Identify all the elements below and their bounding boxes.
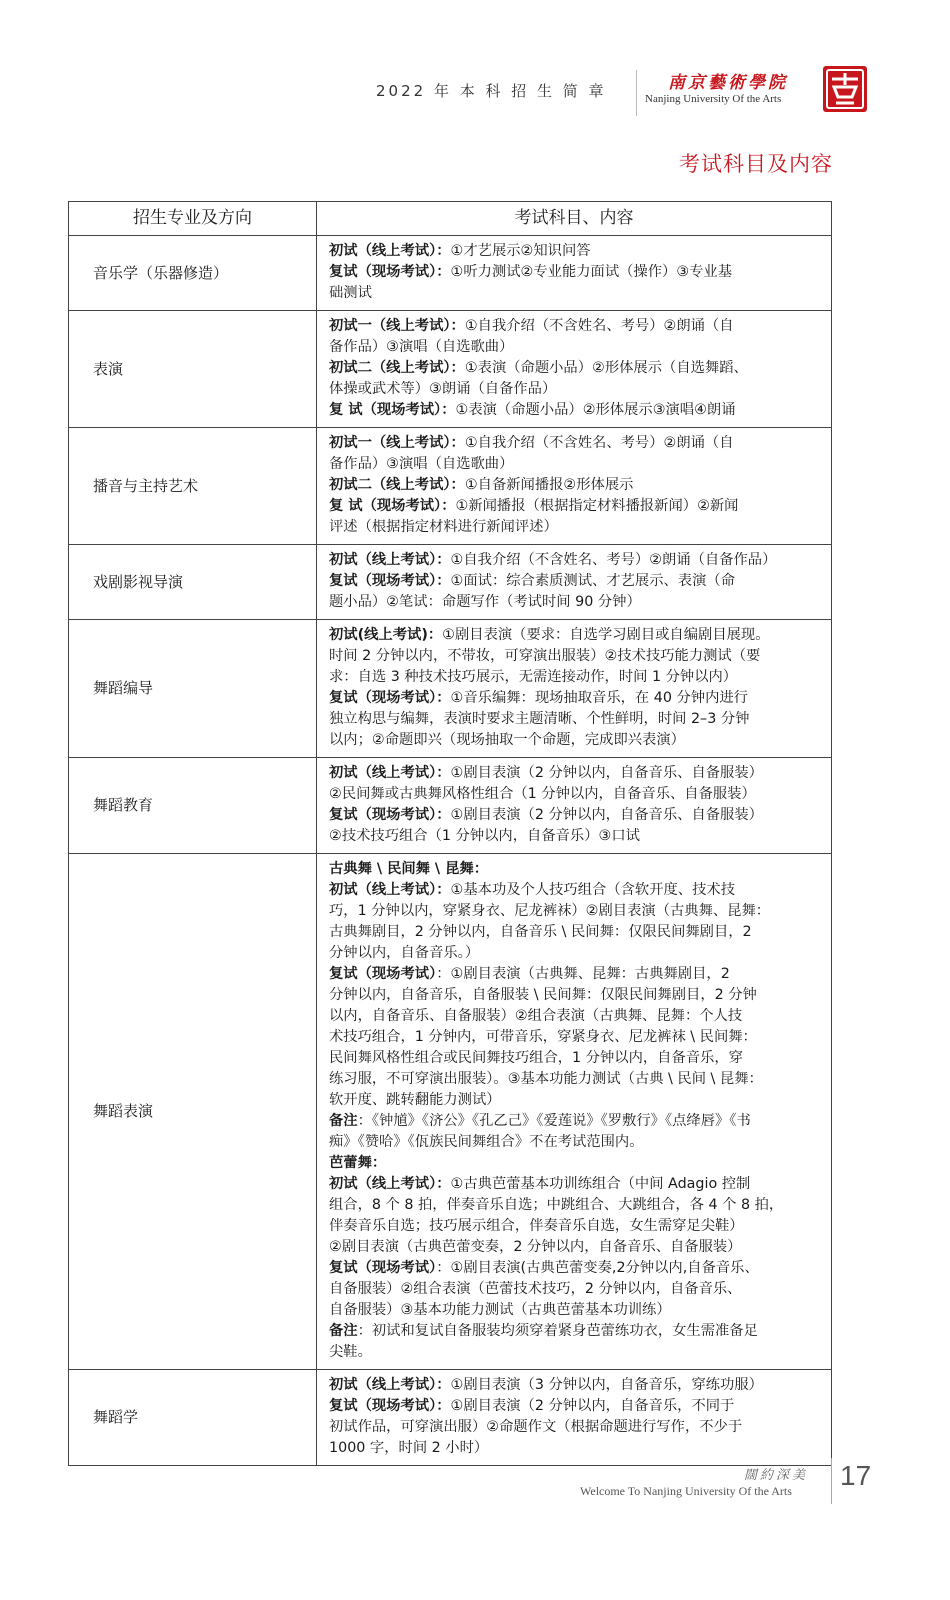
exam-content-line: [329, 592, 823, 613]
exam-content: [317, 758, 832, 854]
major-name: 舞蹈教育: [69, 758, 317, 854]
exam-stage-label: 芭蕾舞：: [329, 1155, 387, 1171]
major-name: 舞蹈表演: [69, 854, 317, 1370]
exam-stage-label: 初试(线上考试)：: [329, 627, 443, 643]
footer-slogan: 闊約深美: [744, 1468, 809, 1483]
exam-stage-text: 评述（根据指定材料进行新闻评述）: [329, 519, 558, 535]
exam-stage-text: ①剧目表演（2 分钟以内，自备音乐，不同于: [450, 1398, 735, 1414]
table-row: [69, 236, 832, 311]
exam-content-line: [329, 1111, 823, 1132]
exam-content: [317, 311, 832, 428]
footer-welcome-text: Welcome To Nanjing University Of the Arts: [580, 1484, 792, 1498]
table-row: [69, 620, 832, 758]
exam-content-line: [329, 880, 823, 901]
exam-content-line: [329, 943, 823, 964]
exam-content-line: [329, 1069, 823, 1090]
table-header-row: [69, 202, 832, 236]
university-name-cn: 南京藝術學院: [668, 73, 788, 93]
exam-stage-label: 初试（线上考试）：: [329, 882, 451, 898]
exam-stage-label: 备注: [329, 1323, 358, 1339]
major-name: 播音与主持艺术: [69, 428, 317, 545]
table-row: [69, 1370, 832, 1466]
exam-stage-label: 复试（现场考试）：: [329, 690, 451, 706]
exam-stage-text: ：①剧目表演(古典芭蕾变奏,2分钟以内,自备音乐、: [436, 1260, 759, 1276]
exam-content-line: [329, 901, 823, 922]
exam-stage-label: 复试（现场考试）：: [329, 573, 451, 589]
exam-stage-text: 1000 字，时间 2 小时）: [329, 1440, 489, 1456]
exam-content-line: [329, 550, 823, 571]
exam-content-line: [329, 262, 823, 283]
exam-stage-text: 以内；②命题即兴（现场抽取一个命题，完成即兴表演）: [329, 732, 685, 748]
exam-content-line: [329, 1300, 823, 1321]
section-title: 考试科目及内容: [679, 152, 833, 176]
exam-content: [317, 1370, 832, 1466]
exam-content-line: [329, 571, 823, 592]
exam-stage-label: 复试（现场考试）：: [329, 807, 451, 823]
exam-stage-label: 复试（现场考试）：: [329, 1398, 451, 1414]
exam-stage-text: 分钟以内，自备音乐，自备服装 \ 民间舞：仅限民间舞剧目，2 分钟: [329, 987, 757, 1003]
header-divider: [636, 70, 637, 116]
column-header-major: 招生专业及方向: [69, 202, 317, 236]
column-header-content: 考试科目、内容: [317, 202, 832, 236]
exam-stage-text: ：《钟馗》《济公》《孔乙己》《爱莲说》《罗敷行》《点绛唇》《书: [357, 1113, 751, 1129]
exam-stage-label: 初试（线上考试）：: [329, 552, 451, 568]
exam-content-line: [329, 517, 823, 538]
table-body: [69, 236, 832, 1466]
exam-content-line: [329, 337, 823, 358]
exam-content: [317, 428, 832, 545]
exam-content-line: [329, 985, 823, 1006]
exam-stage-text: 组合，8 个 8 拍，伴奏音乐自选；中跳组合、大跳组合，各 4 个 8 拍，: [329, 1197, 784, 1213]
table-row: [69, 428, 832, 545]
exam-content-line: [329, 433, 823, 454]
exam-stage-text: ①表演（命题小品）②形体展示③演唱④朗诵: [455, 402, 736, 418]
exam-stage-label: 初试（线上考试）：: [329, 1377, 451, 1393]
exam-stage-text: 体操或武术等）③朗诵（自备作品）: [329, 381, 557, 397]
exam-content-line: [329, 1216, 823, 1237]
major-name: 舞蹈学: [69, 1370, 317, 1466]
exam-content-line: [329, 1195, 823, 1216]
exam-stage-label: 初试（线上考试）：: [329, 1176, 451, 1192]
exam-content-line: [329, 625, 823, 646]
exam-content-line: [329, 1258, 823, 1279]
major-name: 戏剧影视导演: [69, 545, 317, 620]
exam-stage-text: 备作品）③演唱（自选歌曲）: [329, 456, 514, 472]
exam-stage-text: 尖鞋。: [329, 1344, 372, 1360]
exam-content-line: [329, 859, 823, 880]
exam-stage-label: 复试（现场考试）: [329, 1260, 437, 1276]
exam-stage-text: ：初试和复试自备服装均须穿着紧身芭蕾练功衣，女生需准备足: [357, 1323, 758, 1339]
exam-stage-text: ①自我介绍（不含姓名、考号）②朗诵（自备作品）: [450, 552, 777, 568]
exam-stage-text: 民间舞风格性组合或民间舞技巧组合，1 分钟以内，自备音乐，穿: [329, 1050, 743, 1066]
exam-stage-text: 自备服装）③基本功能力测试（古典芭蕾基本功训练）: [329, 1302, 671, 1318]
exam-content-line: [329, 1132, 823, 1153]
exam-stage-text: 自备服装）②组合表演（芭蕾技术技巧，2 分钟以内，自备音乐、: [329, 1281, 742, 1297]
major-name: 舞蹈编导: [69, 620, 317, 758]
exam-stage-label: 备注: [329, 1113, 358, 1129]
exam-stage-text: ①剧目表演（2 分钟以内，自备音乐、自备服装）: [450, 765, 763, 781]
exam-content-line: [329, 730, 823, 751]
table-row: [69, 311, 832, 428]
exam-stage-label: 复试（现场考试）：: [329, 264, 451, 280]
exam-stage-label: 初试二（线上考试）：: [329, 477, 465, 493]
exam-content-line: [329, 283, 823, 304]
exam-content-line: [329, 922, 823, 943]
exam-stage-text: ①自我介绍（不含姓名、考号）②朗诵（自: [464, 318, 734, 334]
exam-stage-text: ①新闻播报（根据指定材料播报新闻）②新闻: [455, 498, 739, 514]
table-row: [69, 545, 832, 620]
exam-content: [317, 854, 832, 1370]
exam-content-line: [329, 1396, 823, 1417]
exam-stage-text: 初试作品，可穿演出服）②命题作文（根据命题进行写作，不少于: [329, 1419, 743, 1435]
exam-stage-text: 求：自选 3 种技术技巧展示，无需连接动作，时间 1 分钟以内）: [329, 669, 738, 685]
exam-stage-text: ①古典芭蕾基本功训练组合（中间 Adagio 控制: [450, 1176, 751, 1192]
exam-content-line: [329, 496, 823, 517]
exam-stage-text: ②技术技巧组合（1 分钟以内，自备音乐）③口试: [329, 828, 640, 844]
exam-content-line: [329, 1153, 823, 1174]
exam-stage-text: 伴奏音乐自选；技巧展示组合，伴奏音乐自选，女生需穿足尖鞋）: [329, 1218, 744, 1234]
exam-stage-text: ①才艺展示②知识问答: [450, 243, 591, 259]
exam-content-line: [329, 1090, 823, 1111]
exam-stage-text: ①自我介绍（不含姓名、考号）②朗诵（自: [464, 435, 734, 451]
exam-stage-text: 练习服，不可穿演出服装）。③基本功能力测试（古典 \ 民间 \ 昆舞：: [329, 1071, 763, 1087]
exam-content-line: [329, 763, 823, 784]
university-name-en: Nanjing University Of the Arts: [645, 93, 782, 105]
exam-stage-text: ①面试：综合素质测试、才艺展示、表演（命: [450, 573, 735, 589]
exam-stage-label: 初试一（线上考试）：: [329, 435, 465, 451]
exam-stage-text: 础测试: [329, 285, 372, 301]
exam-stage-label: 初试一（线上考试）：: [329, 318, 465, 334]
exam-content-line: [329, 379, 823, 400]
exam-stage-text: 痴》《赞哈》《佤族民间舞组合》不在考试范围内。: [329, 1134, 644, 1150]
exam-content-line: [329, 1174, 823, 1195]
exam-stage-text: 备作品）③演唱（自选歌曲）: [329, 339, 514, 355]
exam-stage-text: ①表演（命题小品）②形体展示（自选舞蹈、: [464, 360, 748, 376]
exam-stage-text: 题小品）②笔试：命题写作（考试时间 90 分钟）: [329, 594, 641, 610]
exam-stage-text: ①基本功及个人技巧组合（含软开度、技术技: [450, 882, 735, 898]
exam-content-line: [329, 1279, 823, 1300]
major-name: 表演: [69, 311, 317, 428]
exam-stage-text: ①剧目表演（要求：自选学习剧目或自编剧目展现。: [442, 627, 770, 643]
exam-content-line: [329, 1375, 823, 1396]
exam-content-line: [329, 1237, 823, 1258]
exam-stage-text: ：①剧目表演（古典舞、昆舞：古典舞剧目，2: [436, 966, 730, 982]
exam-content-line: [329, 805, 823, 826]
exam-stage-text: 独立构思与编舞，表演时要求主题清晰、个性鲜明，时间 2–3 分钟: [329, 711, 750, 727]
exam-stage-text: 巧，1 分钟以内，穿紧身衣、尼龙裤袜）②剧目表演（古典舞、昆舞：: [329, 903, 771, 919]
exam-stage-text: ②剧目表演（古典芭蕾变奏，2 分钟以内，自备音乐、自备服装）: [329, 1239, 742, 1255]
document-header-title: 2022 年 本 科 招 生 简 章: [376, 82, 607, 100]
exam-stage-text: 以内，自备音乐、自备服装）②组合表演（古典舞、昆舞：个人技: [329, 1008, 743, 1024]
exam-content-line: [329, 1417, 823, 1438]
page-number: 17: [840, 1460, 872, 1491]
exam-stage-label: 初试二（线上考试）：: [329, 360, 465, 376]
exam-content-line: [329, 1438, 823, 1459]
exam-stage-label: 复 试（现场考试）：: [329, 402, 456, 418]
table-row: [69, 854, 832, 1370]
exam-content-line: [329, 316, 823, 337]
exam-stage-text: 古典舞剧目，2 分钟以内，自备音乐 \ 民间舞：仅限民间舞剧目，2: [329, 924, 752, 940]
exam-stage-label: 初试（线上考试）：: [329, 243, 451, 259]
exam-stage-text: 软开度、跳转翻能力测试）: [329, 1092, 501, 1108]
exam-content-line: [329, 1027, 823, 1048]
exam-stage-text: ①剧目表演（3 分钟以内，自备音乐，穿练功服）: [450, 1377, 763, 1393]
exam-stage-text: ①剧目表演（2 分钟以内，自备音乐、自备服装）: [450, 807, 763, 823]
exam-content-line: [329, 1048, 823, 1069]
exam-content-line: [329, 667, 823, 688]
exam-content-line: [329, 688, 823, 709]
exam-stage-text: 分钟以内，自备音乐。）: [329, 945, 480, 961]
exam-stage-text: ①音乐编舞：现场抽取音乐，在 40 分钟内进行: [450, 690, 748, 706]
exam-subjects-table: [68, 201, 832, 1466]
exam-content-line: [329, 1342, 823, 1363]
exam-stage-label: 复 试（现场考试）：: [329, 498, 456, 514]
exam-content-line: [329, 475, 823, 496]
exam-content-line: [329, 784, 823, 805]
exam-stage-text: 时间 2 分钟以内，不带妆，可穿演出服装）②技术技巧能力测试（要: [329, 648, 761, 664]
exam-content-line: [329, 241, 823, 262]
exam-content-line: [329, 1321, 823, 1342]
exam-content-line: [329, 826, 823, 847]
university-seal-logo-icon: [822, 65, 868, 113]
exam-content-line: [329, 1006, 823, 1027]
footer-divider: [831, 1458, 832, 1504]
exam-content: [317, 545, 832, 620]
table-row: [69, 758, 832, 854]
exam-stage-text: ①自备新闻播报②形体展示: [464, 477, 634, 493]
exam-content: [317, 620, 832, 758]
exam-stage-label: 古典舞 \ 民间舞 \ 昆舞：: [329, 861, 489, 877]
major-name: 音乐学（乐器修造）: [69, 236, 317, 311]
exam-stage-text: 术技巧组合，1 分钟内，可带音乐，穿紧身衣、尼龙裤袜 \ 民间舞：: [329, 1029, 757, 1045]
exam-stage-text: ②民间舞或古典舞风格性组合（1 分钟以内，自备音乐、自备服装）: [329, 786, 756, 802]
exam-stage-label: 初试（线上考试）：: [329, 765, 451, 781]
exam-content-line: [329, 964, 823, 985]
exam-content-line: [329, 646, 823, 667]
exam-content-line: [329, 400, 823, 421]
exam-content: [317, 236, 832, 311]
exam-content-line: [329, 454, 823, 475]
exam-content-line: [329, 709, 823, 730]
exam-stage-label: 复试（现场考试）: [329, 966, 437, 982]
exam-stage-text: ①听力测试②专业能力面试（操作）③专业基: [450, 264, 733, 280]
exam-content-line: [329, 358, 823, 379]
